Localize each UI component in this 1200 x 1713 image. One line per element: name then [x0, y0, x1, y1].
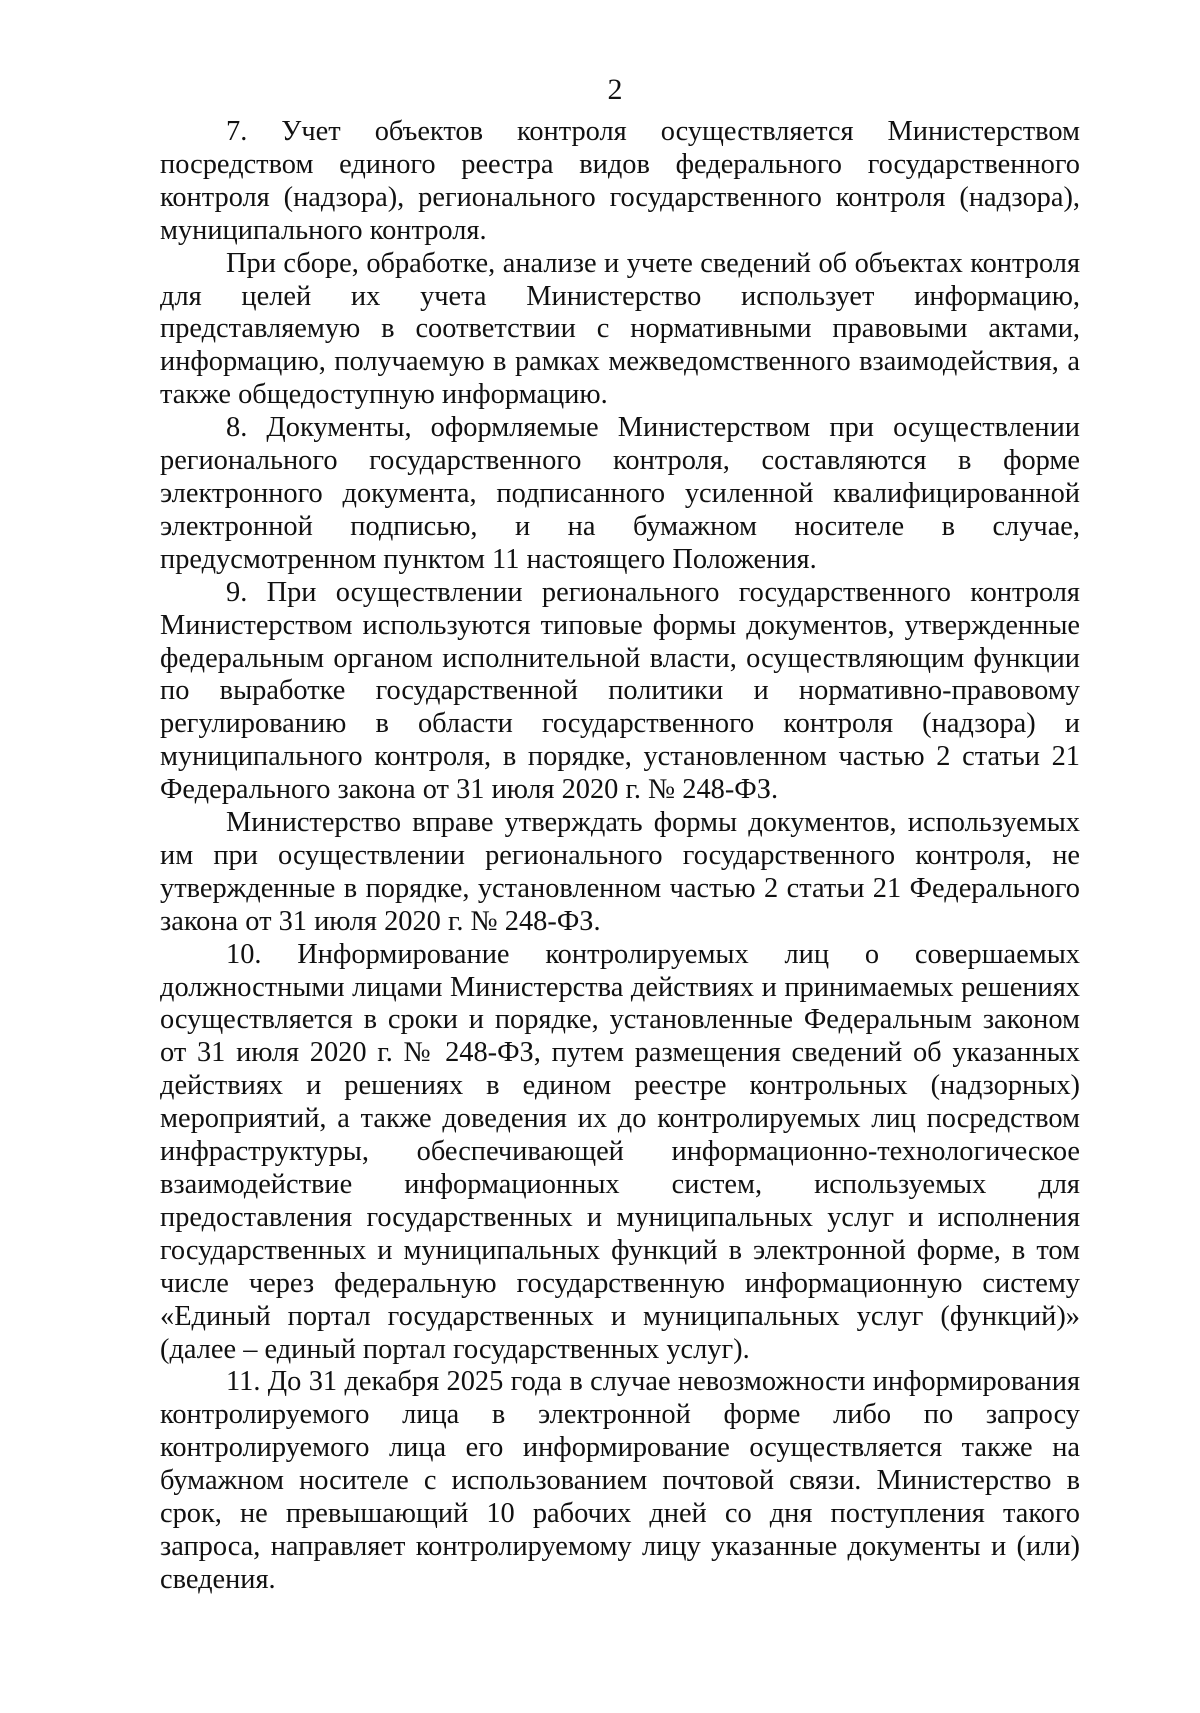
paragraph-9-continuation: Министерство вправе утверждать формы документов, используемых им при осуществлении регионального государственного контроля, не утвержденные в порядке, установленном частью 2 статьи 21 Федерального закона от 31 июля 2020 г. № 248-ФЗ. — [160, 807, 1080, 937]
paragraph-11: 11. До 31 декабря 2025 года в случае невозможности информирования контролируемого лица в электронной форме либо по запросу контролируемого лица его информирование осуществляется также на бумажном носителе с использованием почтовой связи. Министерство в срок, не превышающий 10 рабочих дней со дня поступления такого запроса, направляет контролируемому лицу указанные документы и (или) сведения. — [160, 1366, 1080, 1595]
paragraph-10: 10. Информирование контролируемых лиц о совершаемых должностными лицами Министерства действиях и принимаемых решениях осуществляется в сроки и порядке, установленные Федеральным законом от 31 июля 2020 г. № 248-ФЗ, путем размещения сведений об указанных действиях и решениях в едином реестре контрольных (надзорных) мероприятий, а также доведения их до контролируемых лиц посредством инфраструктуры, обеспечивающей информационно-технологическое взаимодействие информационных систем, используемых для предоставления государственных и муниципальных услуг и исполнения государственных и муниципальных функций в электронной форме, в том числе через федеральную государственную информационную систему «Единый портал государственных и муниципальных услуг (функций)» (далее – единый портал государственных услуг). — [160, 938, 1080, 1365]
document-body — [160, 116, 1080, 1597]
paragraph-7: 7. Учет объектов контроля осуществляется Министерством посредством единого реестра видов федерального государственного контроля (надзора), регионального государственного контроля (надзора), муниципального контроля. — [160, 116, 1080, 246]
paragraph-9: 9. При осуществлении регионального государственного контроля Министерством используются типовые формы документов, утвержденные федеральным органом исполнительной власти, осуществляющим функции по выработке государственной политики и нормативно-правовому регулированию в области государственного контроля (надзора) и муниципального контроля, в порядке, установленном частью 2 статьи 21 Федерального закона от 31 июля 2020 г. № 248-ФЗ. — [160, 576, 1080, 806]
paragraph-8: 8. Документы, оформляемые Министерством при осуществлении регионального государственного контроля, составляются в форме электронного документа, подписанного усиленной квалифицированной электронной подписью, и на бумажном носителе в случае, предусмотренном пунктом 11 настоящего Положения. — [160, 412, 1080, 575]
page-number: 2 — [607, 73, 623, 106]
paragraph-7-continuation: При сборе, обработке, анализе и учете сведений об объектах контроля для целей их учета Министерство использует информацию, представляемую в соответствии с нормативными правовыми актами, информацию, получаемую в рамках межведомственного взаимодействия, а также общедоступную информацию. — [160, 247, 1080, 411]
